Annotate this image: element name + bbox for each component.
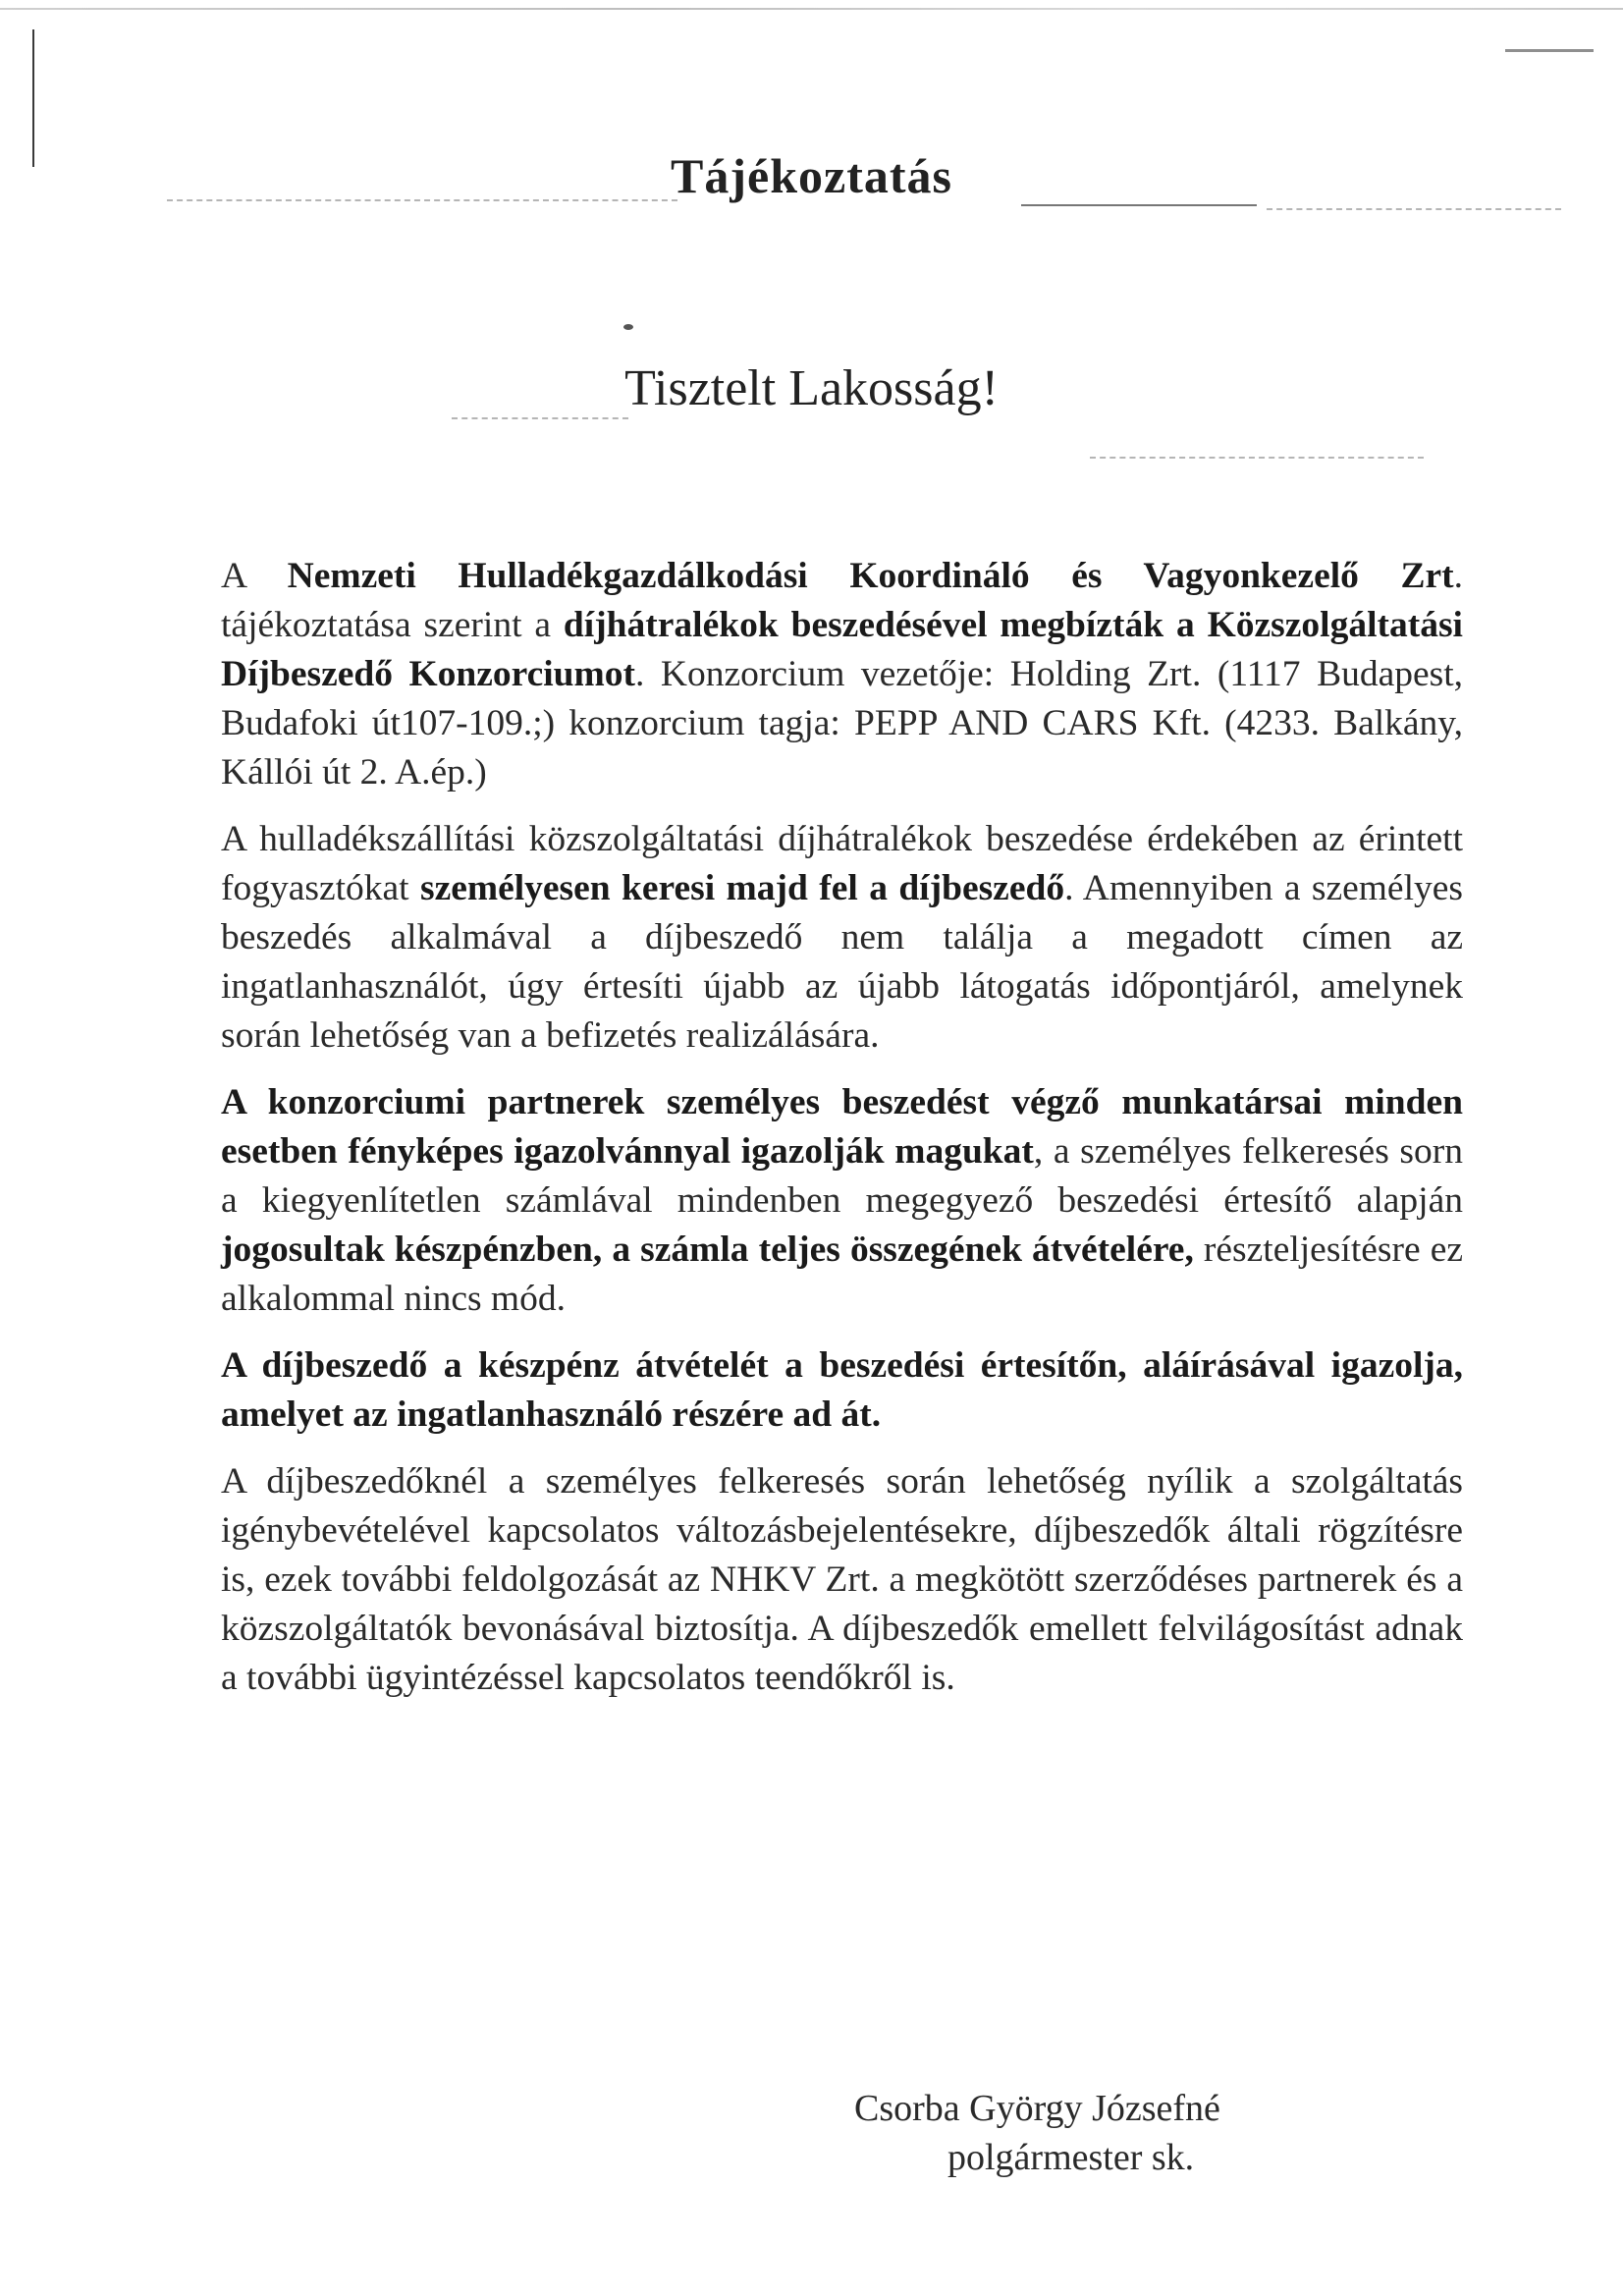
signatory-name: Csorba György Józsefné	[854, 2088, 1220, 2129]
text-run: részteljesítésre ez alkalommal nincs mód.	[221, 1230, 1463, 1319]
greeting-rule-left	[452, 417, 628, 419]
bold-run: díjhátralékok beszedésével megbízták a Közszolgáltatási Díjbeszedő Konzorciumot	[221, 605, 1463, 694]
letter-body	[221, 552, 1463, 1721]
page-title: Tájékoztatás	[671, 148, 952, 203]
text-run: A hulladékszállítási közszolgáltatási díjhátralékok beszedése érdekében az érintett fogyasztókat	[221, 819, 1463, 908]
paragraph-receipt	[221, 1341, 1463, 1440]
signature-block	[854, 2084, 1220, 2182]
bold-run: A díjbeszedő a készpénz átvételét a beszedési értesítőn, aláírásával igazolja, amelyet az ingatlanhasználó részére ad át.	[221, 1345, 1463, 1435]
text-run: A díjbeszedőknél a személyes felkeresés során lehetőség nyílik a szolgáltatás igénybevételével kapcsolatos változásbejelentésekre, díjbeszedők általi rögzítésre is, ezek további feldolgozását az NHKV Zrt. a megkötött szerződéses partnerek és a közszolgáltatók bevonásával biztosítja. A díjbeszedők emellett felvilágosítást adnak a további ügyintézéssel kapcsolatos teendőkről is.	[221, 1461, 1463, 1698]
bold-run: Nemzeti Hulladékgazdálkodási Koordináló és Vagyonkezelő Zrt	[287, 556, 1454, 596]
scan-speck	[623, 324, 633, 330]
greeting-rule-right	[1090, 457, 1424, 459]
scan-edge-left	[32, 29, 34, 167]
scan-edge-top	[0, 8, 1623, 10]
signatory-role: polgármester sk.	[947, 2137, 1195, 2178]
greeting: Tisztelt Lakosság!	[624, 360, 999, 416]
title-rule-right	[1021, 204, 1257, 206]
paragraph-collector-identification	[221, 1078, 1463, 1324]
title-rule-right-faint	[1267, 208, 1561, 210]
paragraph-personal-visit	[221, 815, 1463, 1061]
text-run: . Amennyiben a személyes beszedés alkalmával a díjbeszedő nem találja a megadott címen az ingatlanhasználót, úgy értesíti újabb az újabb látogatás időpontjáról, amelynek során lehetőség van a befizetés realizálására.	[221, 868, 1463, 1056]
scan-mark-right	[1505, 49, 1594, 52]
bold-run: személyesen keresi majd fel a díjbeszedő	[419, 868, 1065, 908]
text-run: . Konzorcium vezetője: Holding Zrt. (1117 Budapest, Budafoki út107-109.;) konzorcium tagja: PEPP AND CARS Kft. (4233. Balkány, Kállói út 2. A.ép.)	[221, 654, 1464, 793]
text-run: , a személyes felkeresés sorn a kiegyenlítetlen számlával mindenben megegyező beszedési értesítő alapján	[221, 1131, 1463, 1221]
text-run: A	[221, 556, 288, 596]
bold-run: A konzorciumi partnerek személyes beszedést végző munkatársai minden esetben fényképes igazolvánnyal igazolják magukat	[221, 1082, 1463, 1172]
bold-run: jogosultak készpénzben, a számla teljes összegének átvételére,	[221, 1230, 1194, 1270]
paragraph-consortium	[221, 552, 1463, 797]
text-run: . tájékoztatása szerint a	[221, 556, 1463, 645]
paragraph-change-notifications	[221, 1457, 1463, 1703]
